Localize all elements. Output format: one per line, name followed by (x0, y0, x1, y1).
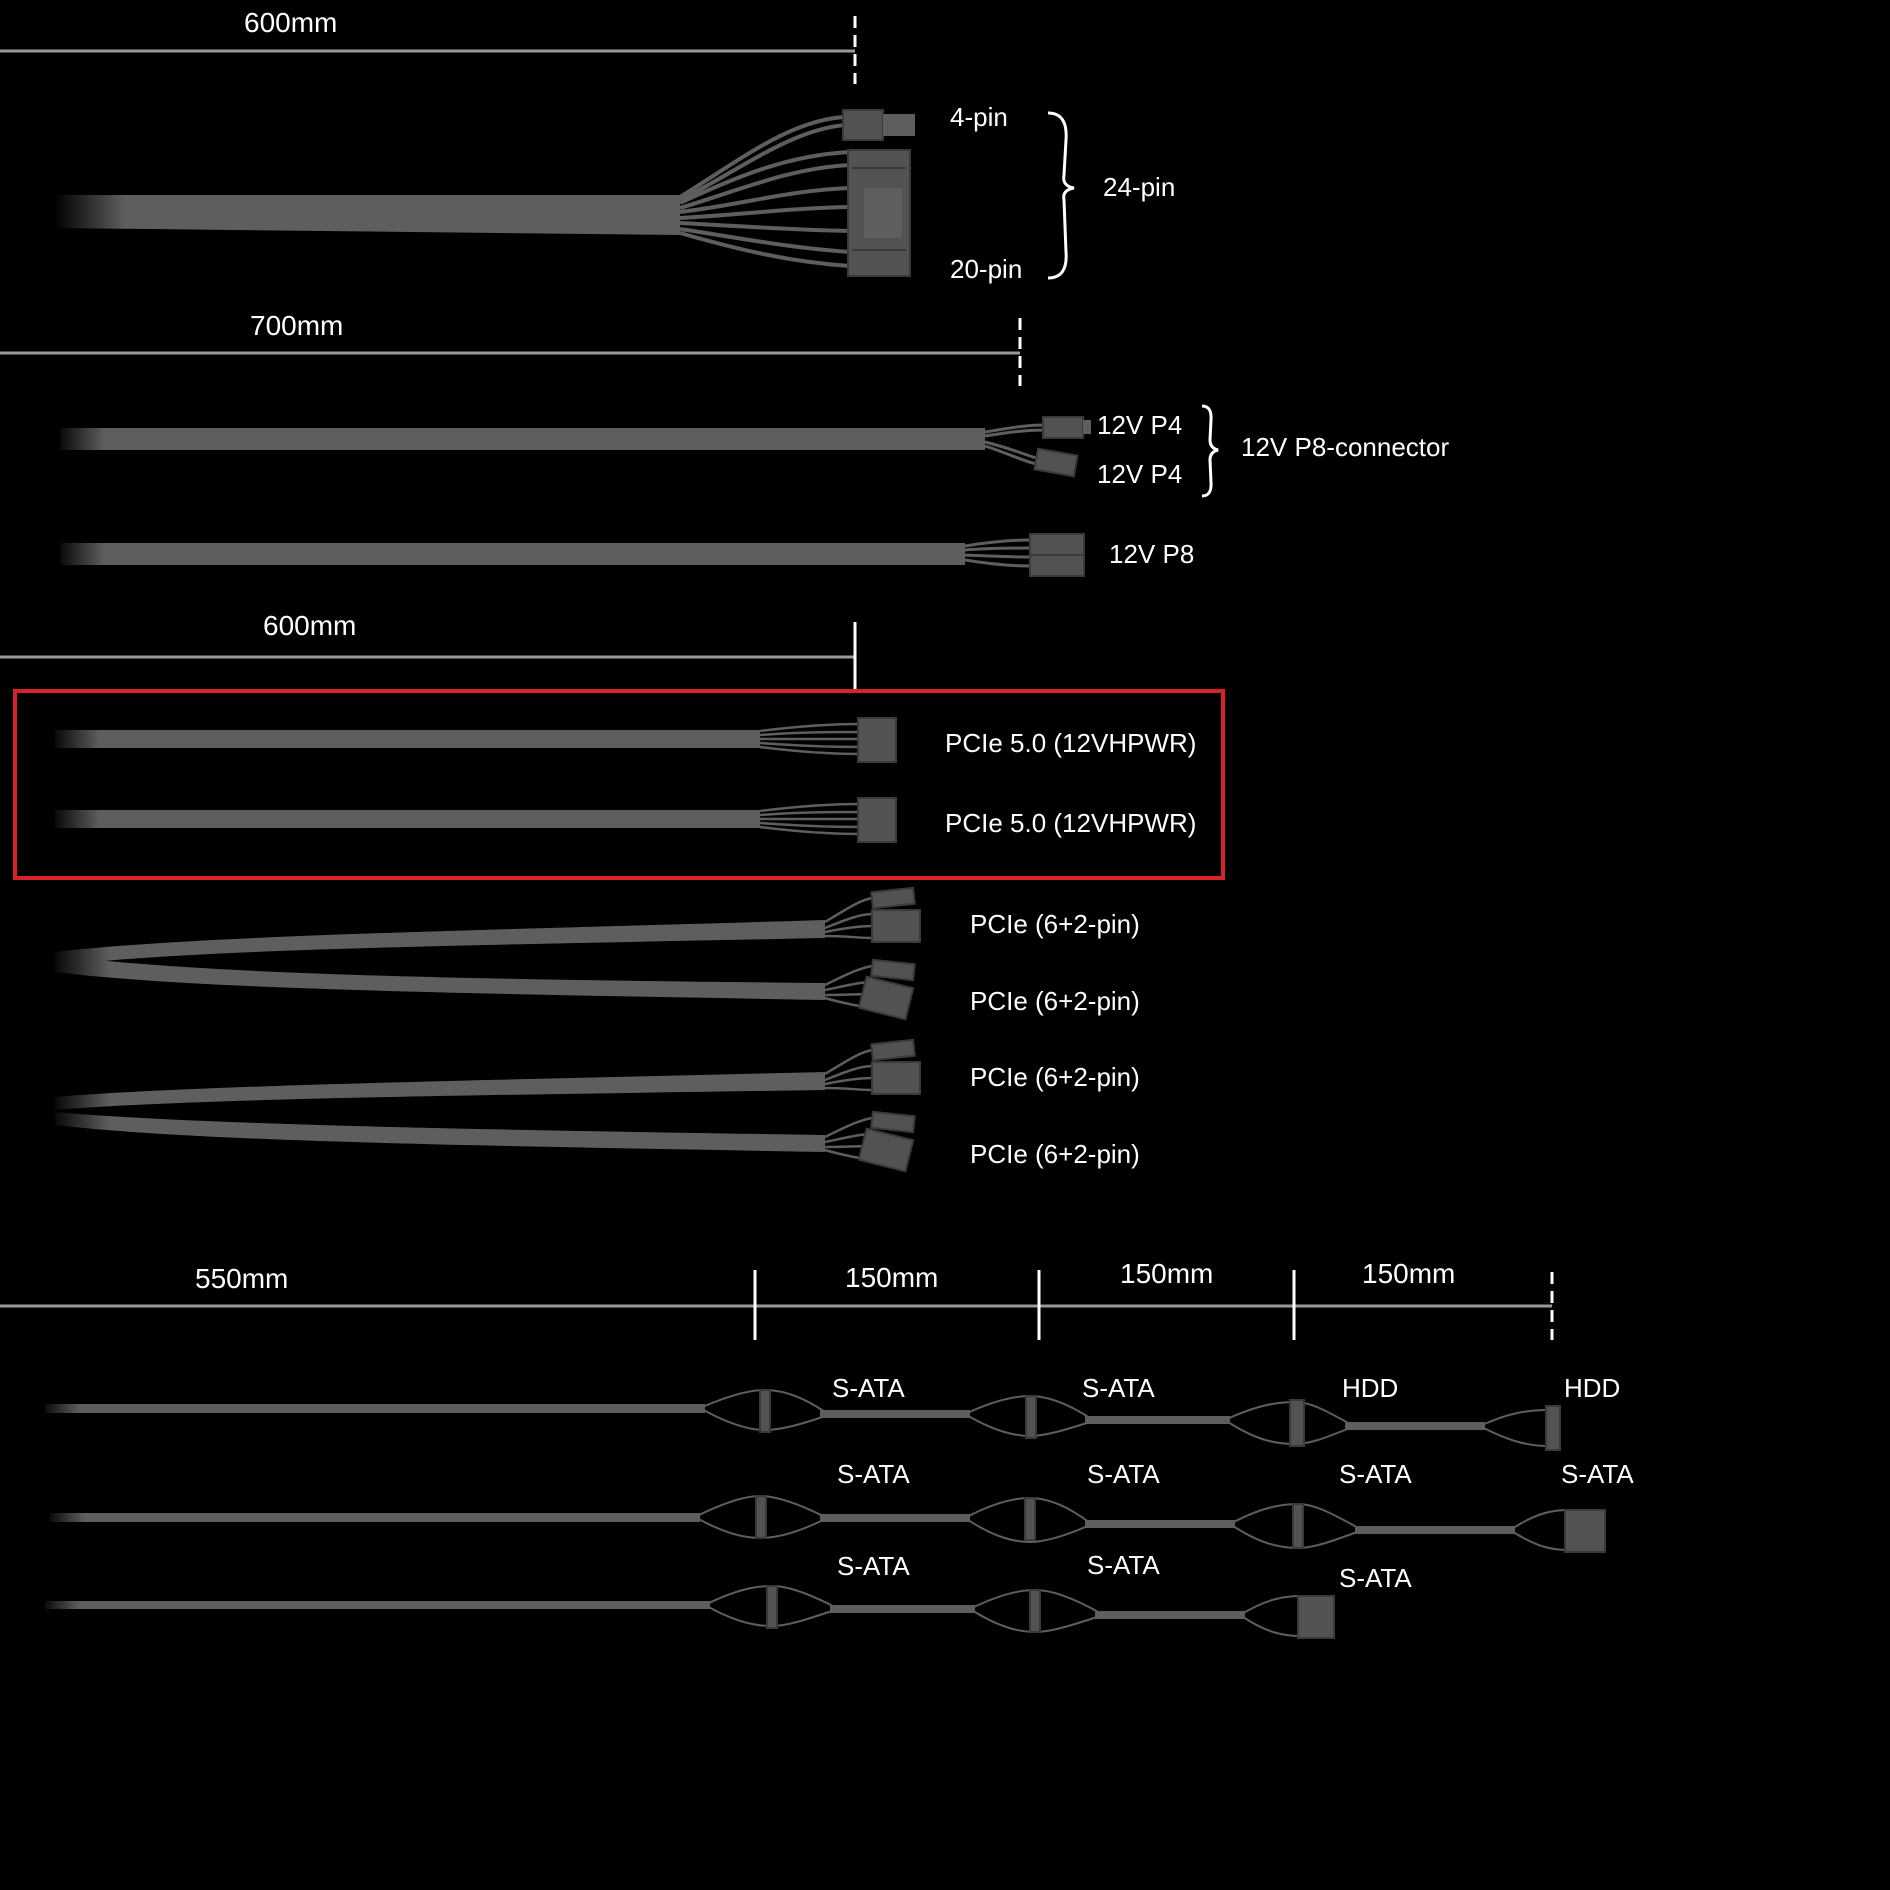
cpu-p4-top-connector (1043, 417, 1083, 438)
atx-dimension (0, 7, 855, 84)
pcie62-2pin-a (871, 888, 914, 908)
cpu-p4-split-cable (55, 417, 1091, 476)
sata-r2-label-1: S-ATA (837, 1459, 910, 1489)
pcie5-label-1: PCIe 5.0 (12VHPWR) (945, 728, 1197, 758)
sata-r3-label-1: S-ATA (837, 1551, 910, 1581)
sata-r2-label-4: S-ATA (1561, 1459, 1634, 1489)
sata-r3-label-3: S-ATA (1339, 1563, 1412, 1593)
hdd-r1-label-3: HDD (1342, 1373, 1399, 1403)
cpu-p4-bottom-connector (1034, 449, 1077, 477)
atx-4pin-label: 4-pin (950, 102, 1008, 132)
pcie5-label-2: PCIe 5.0 (12VHPWR) (945, 808, 1197, 838)
sata-connector-r1-1 (760, 1390, 770, 1432)
sata-connector-r3-2 (1030, 1590, 1040, 1632)
atx-length-label: 600mm (244, 7, 338, 38)
pcie62-2pin-b (871, 960, 914, 980)
pcie62-6pin-a (872, 910, 920, 942)
cpu-p8-cable (55, 534, 1084, 576)
sata-connector-r2-3 (1293, 1504, 1303, 1548)
sata-seg2-length-label: 150mm (1120, 1258, 1214, 1289)
pcie62-2pin-d (871, 1112, 914, 1132)
sata-r3-label-2: S-ATA (1087, 1550, 1160, 1580)
cpu-p8-group-label: 12V P8-connector (1241, 432, 1450, 462)
pcie62-6pin-b (859, 977, 913, 1020)
cpu-p8-label: 12V P8 (1109, 539, 1195, 569)
sata-seg1-length-label: 150mm (845, 1262, 939, 1293)
cpu-dimension (0, 310, 1020, 386)
atx-20pin-label: 20-pin (950, 254, 1023, 284)
sata-connector-r3-3 (1298, 1596, 1334, 1638)
atx-brace (1048, 113, 1074, 278)
pcie-dimension (0, 610, 855, 690)
cpu-p4-top-label: 12V P4 (1097, 410, 1183, 440)
sata-section (0, 1258, 1634, 1638)
sata-connector-r2-1 (756, 1496, 766, 1538)
cpu-p4-bottom-label: 12V P4 (1097, 459, 1183, 489)
pcie62-cable-pair-b (50, 1040, 920, 1171)
sata-cable-row-2 (45, 1496, 1605, 1552)
sata-connector-r2-2 (1025, 1498, 1035, 1540)
sata-connector-r3-1 (767, 1586, 777, 1628)
sata-cable-row-3 (40, 1586, 1334, 1638)
pcie5-highlight-box (15, 691, 1223, 878)
sata-r1-label-1: S-ATA (832, 1373, 905, 1403)
sata-cable-row-1 (40, 1390, 1560, 1450)
cpu-section (0, 310, 1449, 576)
sata-connector-r1-2 (1026, 1396, 1036, 1438)
pcie62-6pin-d (859, 1129, 913, 1172)
hdd-connector-r1-3 (1290, 1400, 1304, 1446)
atx-section (0, 7, 1175, 284)
atx-24pin-cable (55, 110, 915, 276)
pcie62-6pin-c (872, 1062, 920, 1094)
sata-connector-r2-4 (1565, 1510, 1605, 1552)
cpu-p8-brace (1202, 406, 1218, 496)
pcie62-label-b: PCIe (6+2-pin) (970, 986, 1140, 1016)
pcie5-cable-2 (50, 798, 896, 842)
sata-seg3-length-label: 150mm (1362, 1258, 1456, 1289)
pcie5-connector-2 (858, 798, 896, 842)
sata-dimension (0, 1258, 1552, 1340)
hdd-r1-label-4: HDD (1564, 1373, 1621, 1403)
hdd-connector-r1-4 (1546, 1406, 1560, 1450)
pcie5-connector-1 (858, 718, 896, 762)
pcie-length-label: 600mm (263, 610, 357, 641)
pcie-section (0, 610, 1223, 1171)
pcie62-2pin-c (871, 1040, 914, 1060)
pcie62-cable-pair-a (50, 888, 920, 1019)
cpu-length-label: 700mm (250, 310, 344, 341)
atx-24pin-label: 24-pin (1103, 172, 1176, 202)
sata-r2-label-3: S-ATA (1339, 1459, 1412, 1489)
sata-r1-label-2: S-ATA (1082, 1373, 1155, 1403)
atx-4pin-connector (843, 110, 883, 140)
pcie62-label-d: PCIe (6+2-pin) (970, 1139, 1140, 1169)
pcie5-cable-1 (50, 718, 896, 762)
sata-r2-label-2: S-ATA (1087, 1459, 1160, 1489)
pcie62-label-a: PCIe (6+2-pin) (970, 909, 1140, 939)
pcie62-label-c: PCIe (6+2-pin) (970, 1062, 1140, 1092)
sata-main-length-label: 550mm (195, 1263, 289, 1294)
